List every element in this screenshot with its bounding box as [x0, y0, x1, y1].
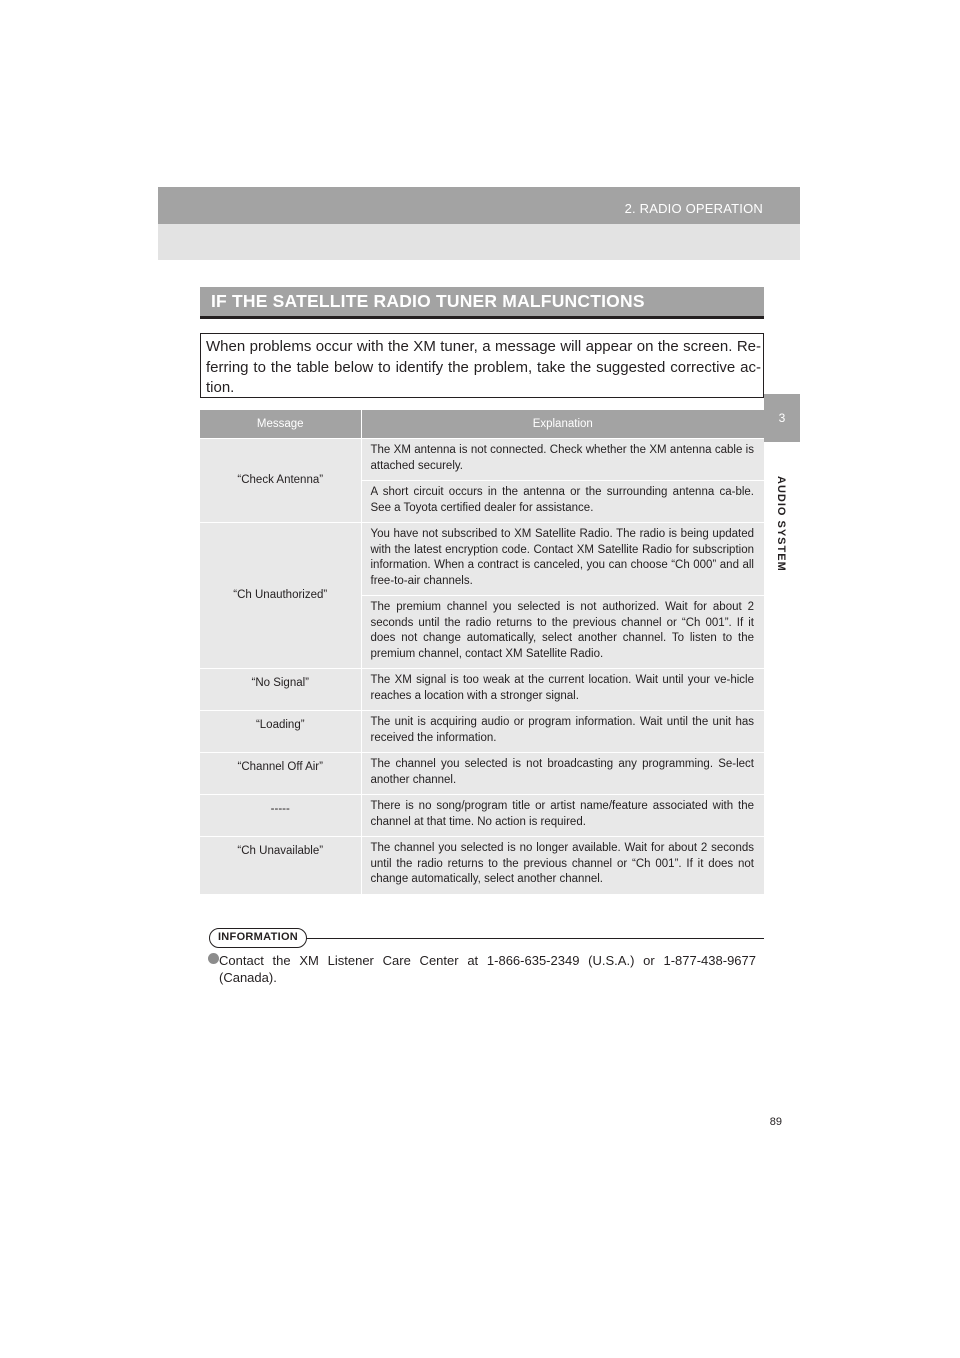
- page-number: 89: [769, 1116, 782, 1128]
- table-row: [200, 523, 764, 596]
- table-row: [200, 711, 764, 753]
- message-cell: “Ch Unauthorized”: [200, 523, 361, 669]
- chapter-tab-number: 3: [764, 394, 800, 442]
- intro-box: When problems occur with the XM tuner, a message will appear on the screen. Re-ferring to the table below to identify the problem, take the suggested corrective ac-tion.: [200, 333, 764, 398]
- table-row: [200, 439, 764, 481]
- explanation-cell: You have not subscribed to XM Satellite Radio. The radio is being updated with the latest encryption code. Contact XM Satellite Radio for subscription information. When a contract is canceled, you can choose “Ch 000” and all free-to-air channels.: [361, 523, 764, 596]
- message-cell: “Check Antenna”: [200, 439, 361, 523]
- information-divider: [306, 938, 764, 939]
- message-cell: “Channel Off Air”: [200, 753, 361, 795]
- message-table: [200, 410, 764, 894]
- explanation-cell: A short circuit occurs in the antenna or the surrounding antenna ca-ble. See a Toyota certified dealer for assistance.: [361, 481, 764, 523]
- explanation-cell: There is no song/program title or artist name/feature associated with the channel at that time. No action is required.: [361, 795, 764, 837]
- explanation-cell: The channel you selected is no longer available. Wait for about 2 seconds until the radio returns to the previous channel or “Ch 001”. If it does not change automatically, select another channel.: [361, 837, 764, 894]
- information-text: Contact the XM Listener Care Center at 1-866-635-2349 (U.S.A.) or 1-877-438-9677 (Canada).: [219, 953, 756, 985]
- message-cell: “Ch Unavailable”: [200, 837, 361, 894]
- table-row: [200, 753, 764, 795]
- explanation-cell: The XM signal is too weak at the current location. Wait until your ve-hicle reaches a location with a stronger signal.: [361, 669, 764, 711]
- explanation-cell: The unit is acquiring audio or program information. Wait until the unit has received the information.: [361, 711, 764, 753]
- message-cell: “Loading”: [200, 711, 361, 753]
- chapter-tab-label: AUDIO SYSTEM: [775, 476, 787, 572]
- page-header-bar: [158, 187, 800, 224]
- bullet-icon: [208, 953, 219, 964]
- information-badge: INFORMATION: [209, 928, 307, 948]
- table-row: [200, 795, 764, 837]
- column-header-message: Message: [200, 410, 361, 439]
- section-heading: 2. RADIO OPERATION: [624, 201, 763, 216]
- explanation-cell: The channel you selected is not broadcasting any programming. Se-lect another channel.: [361, 753, 764, 795]
- message-cell: “No Signal”: [200, 669, 361, 711]
- section-title: IF THE SATELLITE RADIO TUNER MALFUNCTIONS: [211, 291, 645, 311]
- information-item: [208, 952, 756, 986]
- page-header-band: [158, 224, 800, 260]
- column-header-explanation: Explanation: [361, 410, 764, 439]
- table-row: [200, 669, 764, 711]
- explanation-cell: The premium channel you selected is not authorized. Wait for about 2 seconds until the radio returns to the previous channel or “Ch 001”. If it does not change automatically, select another channel. To listen to the premium channel, contact XM Satellite Radio.: [361, 596, 764, 669]
- section-title-bar: [200, 287, 764, 319]
- table-header-row: [200, 410, 764, 439]
- message-cell: -----: [200, 795, 361, 837]
- explanation-cell: The XM antenna is not connected. Check whether the XM antenna cable is attached securely.: [361, 439, 764, 481]
- table-row: [200, 837, 764, 894]
